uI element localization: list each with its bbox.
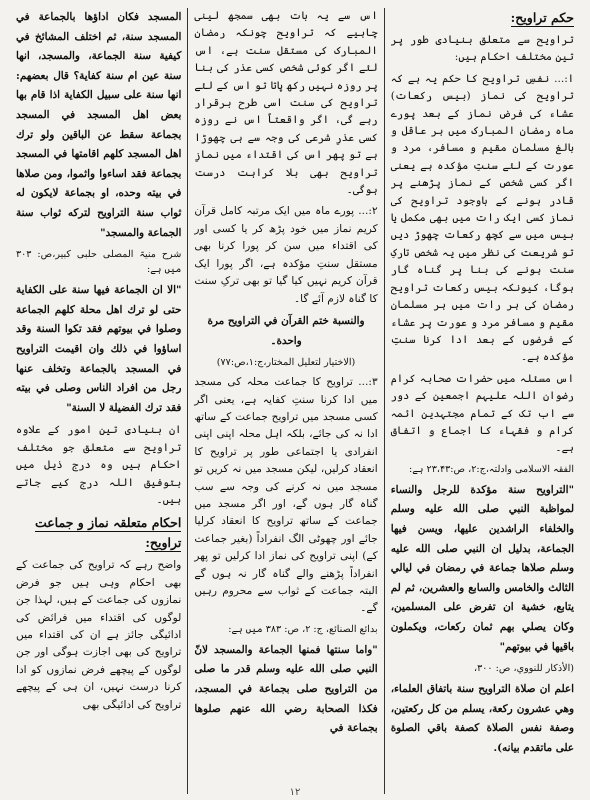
- paragraph: ۳:... تراویح کا جماعت محلہ کی مسجد میں ادا کرنا سنتِ کفایہ ہے، یعنی اگر کسی مسجد میں تراویح جماعت کے ساتھ ادا نہ کی جائے، بلکہ اہل محلہ اپنی اپنی انفرادی یا اجتماعی طور پر تراویح کا انعقاد کرلیں، لیکن مسجد میں نہ کریں تو مسجد میں نہ کرنے کی وجہ سے سب گناہ گار ہوں گے، اور اگر مسجد میں جماعت کے ساتھ تراویح کا انعقاد کرلیا جائے اور چھوٹی الگ انفراداً (بغیر جماعت کے) اپنی تراویح کی نماز ادا کرلیں تو پھر انفراداً پڑھنے والے گناہ گار نہ ہوں گے البتہ جماعت کے ثواب سے محروم رہیں گے۔: [194, 376, 378, 615]
- section-heading: حکم تراویح:: [510, 10, 574, 25]
- column-middle: [188, 8, 383, 794]
- arabic-quote: "التراويح سنة مؤكدة للرجل والنساء لمواظبة النبي صلى الله عليه وسلم والخلفاء الراشدين عليها، ويسن فيها الجماعة، بدليل ان النبي صلى الله عليه وسلم صلاها جماعة في رمضان في ليالي الثالث والخامس والسابع والعشرين، ثم لم يتابع، خشية ان تفرض على المسلمين، وكان يصلي بهم ثمان ركعات، ويكملون باقيها في بيوتهم": [390, 483, 574, 653]
- arabic-quote: اعلم ان صلاة التراويح سنة باتفاق العلماء، وهي عشرون ركعة، يسلم من كل ركعتين، وصفة نفس الصلاة كصفة باقي الصلوة على ماتقدم بيانه).: [390, 683, 574, 754]
- reference-line: شرح منیۃ المصلی حلبی کبیر،ص: ۳۰۳ میں ہے:: [16, 249, 182, 276]
- paragraph: واضح رہے کہ تراویح کی جماعت کے بھی احکام وہی ہیں جو فرض نمازوں کی جماعت کے ہیں، لہذا جن لوگوں کی اقتداء میں فرائض کی ادائیگی جائز ہے ان کی اقتداء میں تراویح کی بھی اجازت ہوگی اور جن لوگوں کے پیچھے فرض نمازوں کو ادا کرنا درست نہیں، ان ہی کے پیچھے تراویح کی ادائیگی بھی: [16, 559, 182, 711]
- paragraph: ان بنیادی تین امور کے علاوہ تراویح سے متعلق جو مختلف احکام ہیں وہ درج ذیل میں بتوفیق اللہ درج کیے جاتے ہیں۔: [16, 424, 182, 506]
- arabic-quote: والنسبة ختم القرآن في التراويح مرة واحدة۔: [207, 314, 365, 347]
- section-heading: احکام متعلقہ نماز و جماعت تراویح:: [34, 515, 182, 551]
- page-number: ۱۲: [289, 787, 301, 798]
- reference-line: (الاختيار لتعليل المختار،ج:۱،ص:۷۷): [216, 357, 356, 369]
- paragraph: تراویح سے متعلق بنیادی طور پر تین مختلف احکام ہیں:: [390, 34, 574, 64]
- arabic-quote: "واما سنتها فمنها الجماعة والمسجد لانّ النبي صلى الله عليه وسلم قدر ما صلى من التراويح صلى بجماعة في المسجد، فكذا الصحابة رضي الله عنهم صلوها بجماعة في: [194, 643, 378, 735]
- column-left: [10, 8, 187, 794]
- arabic-quote: المسجد فكان اداؤها بالجماعة في المسجد سنة، ثم اختلف المشائخ في كيفية سنة الجماعة، والمسجد، انها سنة عين ام سنة كفاية؟ قال بعضهم: انها سنة على سبيل الكفاية اذا قام بها بعض اهل المسجد في المسجد بجماعة سقط عن الباقين ولو ترك اهل المسجد كلهم اقامتها في المسجد بجماعة فقد اساءوا واثموا، ومن صلاها في بيته وحده، او بجماعة لايكون له ثواب سنة التراويح لتركه ثواب سنة الجماعة والمسجد": [16, 11, 182, 239]
- reference-line: الفقہ الاسلامی وادلتہ،ج:۲، ص:۲۳،۴۳ ہے:: [409, 463, 574, 475]
- arabic-quote: "الا ان الجماعة فيها سنة على الكفاية حتى لو ترك اهل محلة كلهم الجماعة وصلوا في بيوتهم فقد تكوا السنة وقد اساؤوا في ذلك وان اقيمت التراويح في المسجد بالجماعة وتخلف عنها رجل من افراد الناس وصلى في بيته فقد ترك الفضيلة لا السنة": [16, 284, 182, 414]
- paragraph: اس سے یہ بات بھی سمجھ لینی چاہیے کہ تراویح چونکہ رمضان المبارک کی مستقل سنت ہے، اس لئے اگر کوئی شخص کسی عذر کی بنا پر روزہ نہیں رکھ پاتا تو اس کے لئے تراویح کی سنت اسی طرح برقرار رہے گی، اگر واقعتاً اس نے روزہ کسی عذرِ شرعی کی وجہ سے ہی چھوڑا ہے تو پھر اس کی اقتداء میں نمازِ تراویح بھی بلا کراہت درست ہوگی۔: [194, 10, 378, 197]
- paragraph: ۲:... پورے ماہ میں ایک مرتبہ کامل قرآن کریم نماز میں خود پڑھ کر یا کسی اور کی اقتداء میں سن کر پورا کرنا بھی مستقل سنتِ مؤکدہ ہے، اگر پورا ایک قرآن کریم نہیں کیا گیا تو بھی ترکِ سنت کا گناہ لازم آئے گا۔: [194, 205, 378, 305]
- column-right: [385, 8, 580, 794]
- paragraph: اس مسئلہ میں حضرات صحابہ کرام رضوان اللہ علیہم اجمعین کے دور سے اب تک کے تمام مجتہدین ائمہ کرام و فقہاء کا اجماع و اتفاق ہے۔: [390, 372, 574, 455]
- paragraph: ا:... نفسِ تراویح کا حکم یہ ہے کہ تراویح کی نماز (بیس رکعات) عشاء کی فرض نماز کے بعد پورے ماہ رمضان المبارک میں ہر عاقل و بالغ مسلمان مقیم و مسافر، مرد و عورت کے لئے سنتِ مؤکدہ ہے یعنی اگر کسی شخص کے نماز پڑھنے پر قادر ہونے کے باوجود تراویح کی نماز کسی ایک رات میں بھی مکمل یا بیس میں سے کچھ رکعات چھوڑ دیں تو شریعت کی نظر میں یہ شخص تارکِ سنت ہونے کی بنا پر گناہ گار ہوگا، کیونکہ بیس رکعات تراویح رمضان کی ہر رات میں ہر مسلمان مقیم و مسافر مرد و عورت پر عشاء کے فرضوں کے بعد ادا کرنا سنتِ مؤکدہ ہے۔: [390, 72, 574, 364]
- reference-line: بدائع الصنائع، ج: ۲، ص: ۳۸۳ میں ہے:: [228, 623, 378, 635]
- reference-line: (الأذكار للنووي، ص: ۳۰۰،: [473, 663, 574, 675]
